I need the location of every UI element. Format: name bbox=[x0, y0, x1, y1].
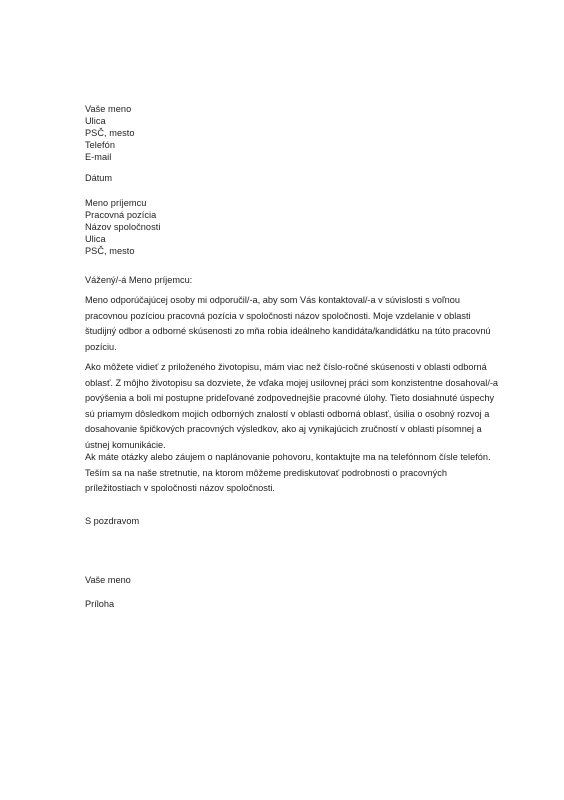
paragraph-line: sú priamym dôsledkom mojich odborných znalostí v oblasti odborná oblasť, úsilia o osobný rozvoj a bbox=[85, 408, 490, 419]
paragraph-line: ústnej komunikácie. bbox=[85, 439, 166, 450]
paragraph-line: pozíciu. bbox=[85, 341, 117, 352]
paragraph-line: Ak máte otázky alebo záujem o naplánovanie pohovoru, kontaktujte ma na telefónnom čísle telefón. bbox=[85, 452, 491, 462]
paragraph-line: Teším sa na naše stretnutie, na ktorom môžeme prediskutovať podrobnosti o pracovných bbox=[85, 467, 447, 478]
sender-name: Vaše meno bbox=[85, 104, 132, 114]
recipient-name: Meno príjemcu bbox=[85, 198, 147, 208]
sender-phone: Telefón bbox=[85, 140, 115, 150]
paragraph-contact bbox=[85, 450, 510, 497]
recipient-city: PSČ, mesto bbox=[85, 246, 135, 256]
paragraph-line: Ako môžete vidieť z priloženého životopisu, mám viac než číslo-ročné skúsenosti v oblasti odborná bbox=[85, 362, 487, 372]
sender-street: Ulica bbox=[85, 116, 106, 126]
paragraph-intro bbox=[85, 293, 510, 355]
paragraph-line: Meno odporúčajúcej osoby mi odporučil/-a, aby som Vás kontaktoval/-a v súvislosti s voľnou bbox=[85, 295, 460, 305]
letter-date: Dátum bbox=[85, 173, 113, 183]
signature-name: Vaše meno bbox=[85, 575, 131, 585]
recipient-position: Pracovná pozícia bbox=[85, 210, 157, 220]
paragraph-line: dosahovanie špičkových pracovných výsledkov, ako aj vynikajúcich zručností v oblasti písomnej a bbox=[85, 424, 482, 434]
sender-email: E-mail bbox=[85, 152, 112, 162]
paragraph-line: oblasť. Z môjho životopisu sa dozviete, že vďaka mojej usilovnej práci som konzistentne dosahoval/-a bbox=[85, 377, 499, 388]
sender-address bbox=[85, 103, 505, 163]
salutation: Vážený/-á Meno príjemcu: bbox=[85, 275, 193, 285]
enclosure-label: Príloha bbox=[85, 599, 115, 609]
recipient-street: Ulica bbox=[85, 234, 106, 244]
closing: S pozdravom bbox=[85, 516, 140, 526]
paragraph-line: povýšenia a boli mi postupne prideľované zodpovednejšie pracovné úlohy. Tieto dosiahnuté úspechy bbox=[85, 393, 495, 403]
paragraph-experience bbox=[85, 360, 510, 453]
recipient-address bbox=[85, 197, 505, 257]
paragraph-line: študijný odbor a odborné skúsenosti zo mňa robia ideálneho kandidáta/kandidátku na túto pracovnú bbox=[85, 326, 491, 336]
sender-city: PSČ, mesto bbox=[85, 128, 135, 138]
paragraph-line: pracovnou pozíciou pracovná pozícia v spoločnosti názov spoločnosti. Moje vzdelanie v oblasti bbox=[85, 310, 471, 321]
recipient-company: Názov spoločnosti bbox=[85, 222, 161, 232]
paragraph-line: príležitostiach v spoločnosti názov spoločnosti. bbox=[85, 483, 275, 493]
